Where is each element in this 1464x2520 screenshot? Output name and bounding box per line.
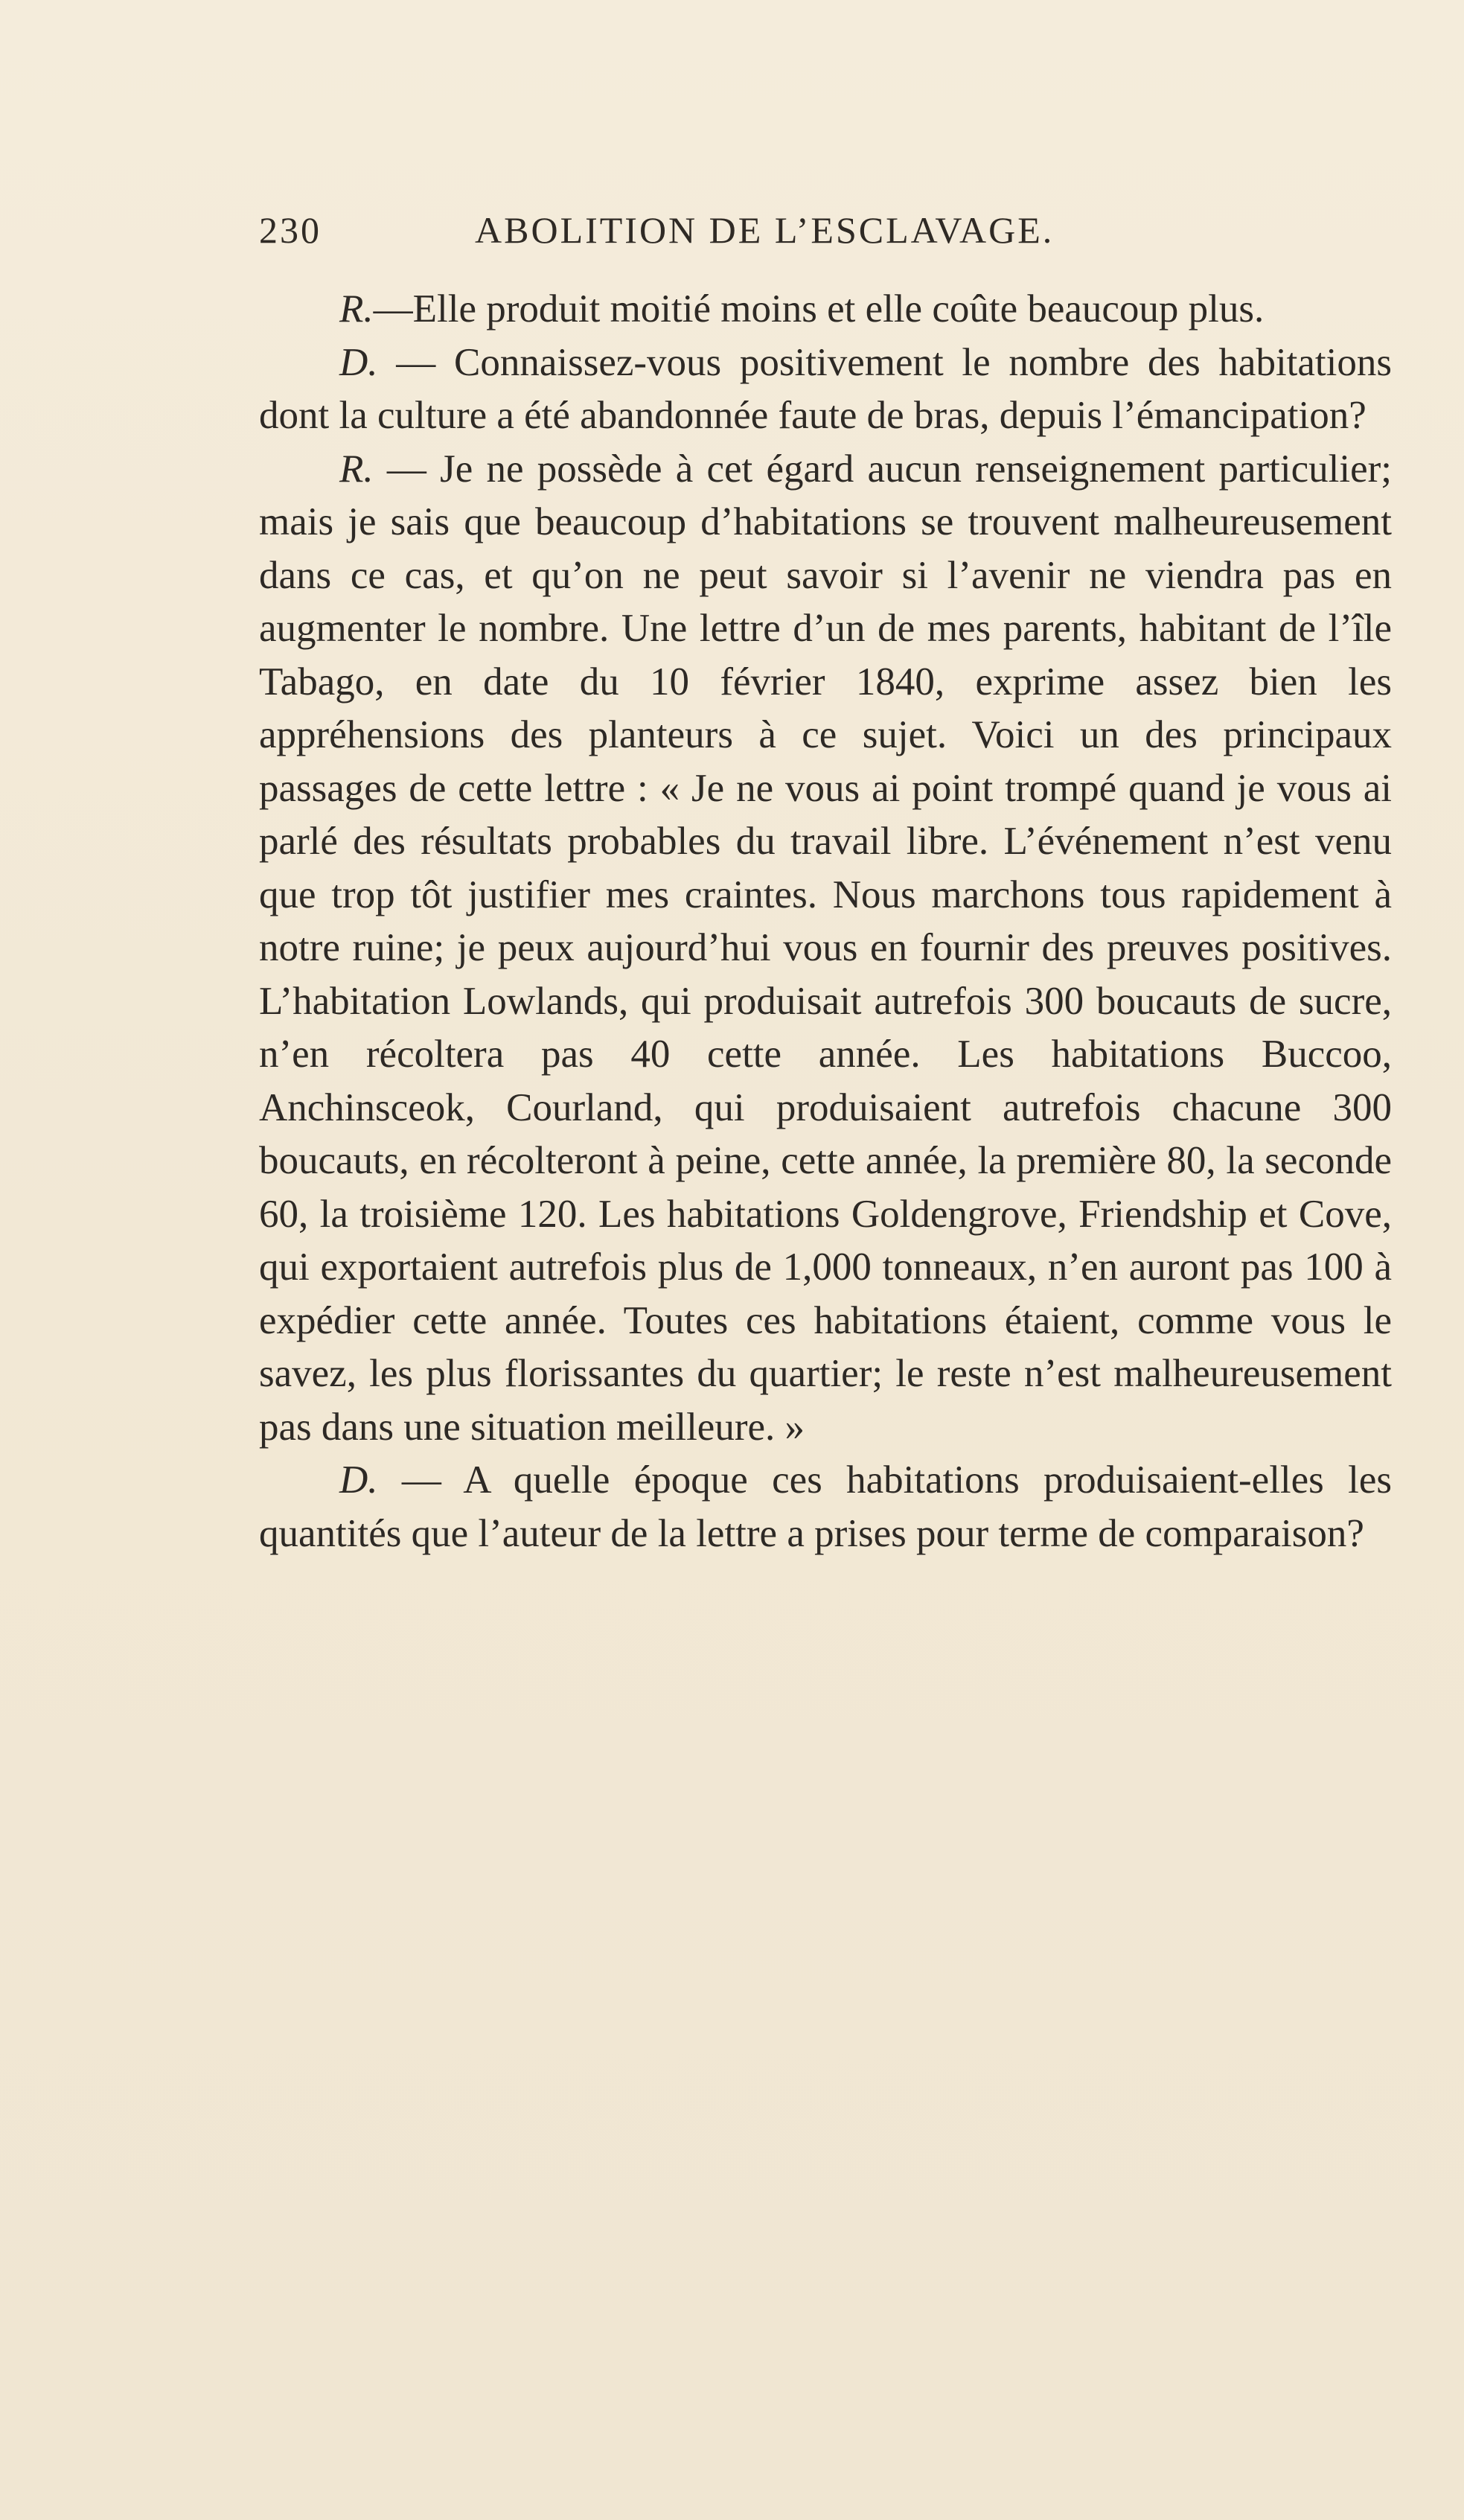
speaker-label: R.: [339, 447, 374, 491]
page-body: [259, 283, 1392, 1560]
paragraph: [259, 283, 1392, 336]
running-head: ABOLITION DE L’ESCLAVAGE.: [475, 209, 1055, 251]
paragraph-text: — A quelle époque ces habitations produisaient-elles les quantités que l’auteur de la lettre a prises pour terme de comparaison?: [259, 1458, 1392, 1555]
paragraph: [259, 1454, 1392, 1560]
paragraph-text: — Je ne possède à cet égard aucun renseignement particulier; mais je sais que beaucoup d’habitations se trouvent malheureusement dans ce cas, et qu’on ne peut savoir si l’avenir ne viendra pas en augmenter le nombre. Une lettre d’un de mes parents, habitant de l’île Tabago, en date du 10 février 1840, exprime assez bien les appréhensions des planteurs à ce sujet. Voici un des principaux passages de cette lettre : « Je ne vous ai point trompé quand je vous ai parlé des résultats probables du travail libre. L’événement n’est venu que trop tôt justifier mes craintes. Nous marchons tous rapidement à notre ruine; je peux aujourd’hui vous en fournir des preuves positives. L’habitation Lowlands, qui produisait autrefois 300 boucauts de sucre, n’en récoltera pas 40 cette année. Les habitations Buccoo, Anchinsceok, Courland, qui produisaient autrefois chacune 300 boucauts, en récolteront à peine, cette année, la première 80, la seconde 60, la troisième 120. Les habitations Goldengrove, Friendship et Cove, qui exportaient autrefois plus de 1,000 tonneaux, n’en auront pas 100 à expédier cette année. Toutes ces habitations étaient, comme vous le savez, les plus florissantes du quartier; le reste n’est malheureusement pas dans une situation meilleure. »: [259, 447, 1392, 1449]
speaker-label: D.: [339, 340, 378, 384]
paragraph-text: —Elle produit moitié moins et elle coûte beaucoup plus.: [373, 287, 1265, 331]
paragraph: [259, 443, 1392, 1455]
page-header: [259, 208, 1256, 252]
speaker-label: D.: [339, 1458, 378, 1502]
paragraph: [259, 336, 1392, 443]
speaker-label: R.: [339, 287, 374, 331]
paragraph-text: — Connaissez-vous positivement le nombre des habitations dont la culture a été abandonnée faute de bras, depuis l’émancipation?: [259, 340, 1392, 437]
page-number: 230: [259, 209, 322, 251]
